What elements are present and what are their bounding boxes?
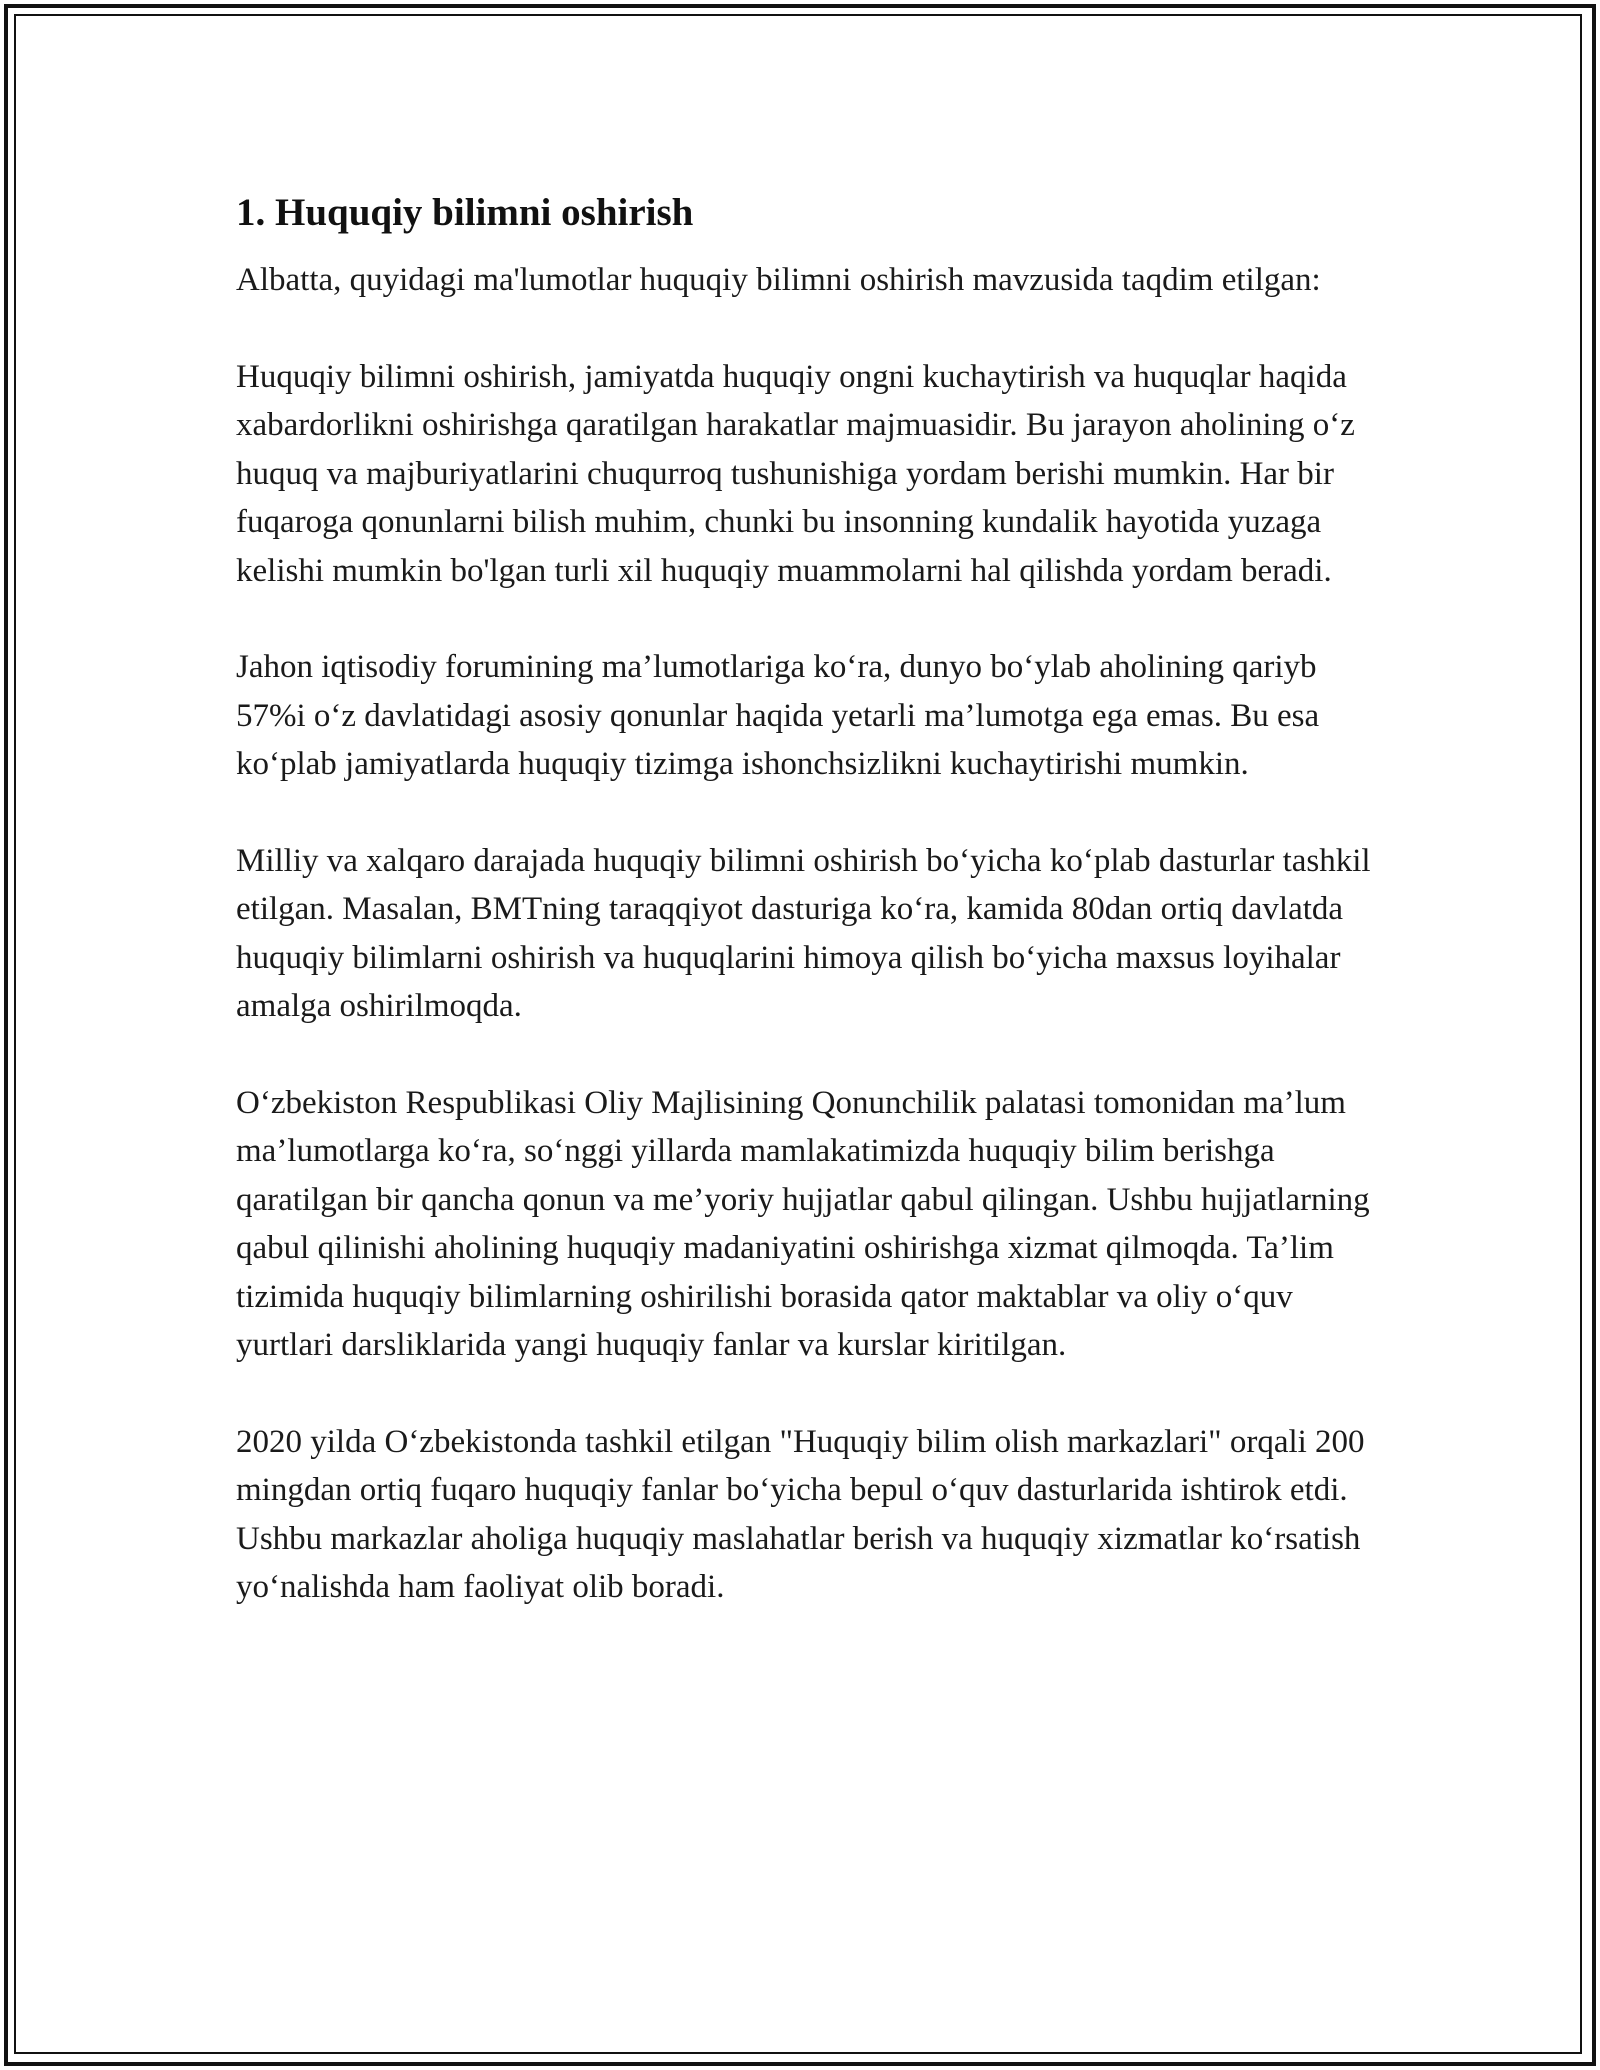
document-body [236, 188, 1376, 1660]
paragraph-world-economic-forum: Jahon iqtisodiy forumining ma’lumotlariga ko‘ra, dunyo bo‘ylab aholining qariyb 57%i o‘z davlatidagi asosiy qonunlar haqida yetarli ma’lumotga ega emas. Bu esa ko‘plab jamiyatlarda huquqiy tizimga ishonchsizlikni kuchaytirishi mumkin. [236, 649, 1320, 782]
paragraph-definition: Huquqiy bilimni oshirish, jamiyatda huquqiy ongni kuchaytirish va huquqlar haqida xabardorlikni oshirishga qaratilgan harakatlar majmuasidir. Bu jarayon aholining o‘z huquq va majburiyatlarini chuqurroq tushunishiga yordam berishi mumkin. Har bir fuqaroga qonunlarni bilish muhim, chunki bu insonning kundalik hayotida yuzaga kelishi mumkin bo'lgan turli xil huquqiy muammolarni hal qilishda yordam beradi. [236, 358, 1355, 589]
section-title: 1. Huquqiy bilimni oshirish [236, 191, 694, 234]
paragraph-international-programs: Milliy va xalqaro darajada huquqiy bilimni oshirish bo‘yicha ko‘plab dasturlar tashkil etilgan. Masalan, BMTning taraqqiyot dasturiga ko‘ra, kamida 80dan ortiq davlatda huquqiy bilimlarni oshirish va huquqlarini himoya qilish bo‘yicha maxsus loyihalar amalga oshirilmoqda. [236, 842, 1371, 1024]
paragraph-uzbekistan-legislation: O‘zbekiston Respublikasi Oliy Majlisining Qonunchilik palatasi tomonidan ma’lum ma’lumotlarga ko‘ra, so‘nggi yillarda mamlakatimizda huquqiy bilim berishga qaratilgan bir qancha qonun va me’yoriy hujjatlar qabul qilingan. Ushbu hujjatlarning qabul qilinishi aholining huquqiy madaniyatini oshirishga xizmat qilmoqda. Ta’lim tizimida huquqiy bilimlarning oshirilishi borasida qator maktablar va oliy o‘quv yurtlari darsliklarida yangi huquqiy fanlar va kurslar kiritilgan. [236, 1084, 1370, 1363]
paragraph-intro: Albatta, quyidagi ma'lumotlar huquqiy bilimni oshirish mavzusida taqdim etilgan: [236, 262, 1321, 298]
paragraph-legal-centers: 2020 yilda O‘zbekistonda tashkil etilgan "Huquqiy bilim olish markazlari" orqali 200 mingdan ortiq fuqaro huquqiy fanlar bo‘yicha bepul o‘quv dasturlarida ishtirok etdi. Ushbu markazlar aholiga huquqiy maslahatlar berish va huquqiy xizmatlar ko‘rsatish yo‘nalishda ham faoliyat olib boradi. [236, 1423, 1365, 1605]
